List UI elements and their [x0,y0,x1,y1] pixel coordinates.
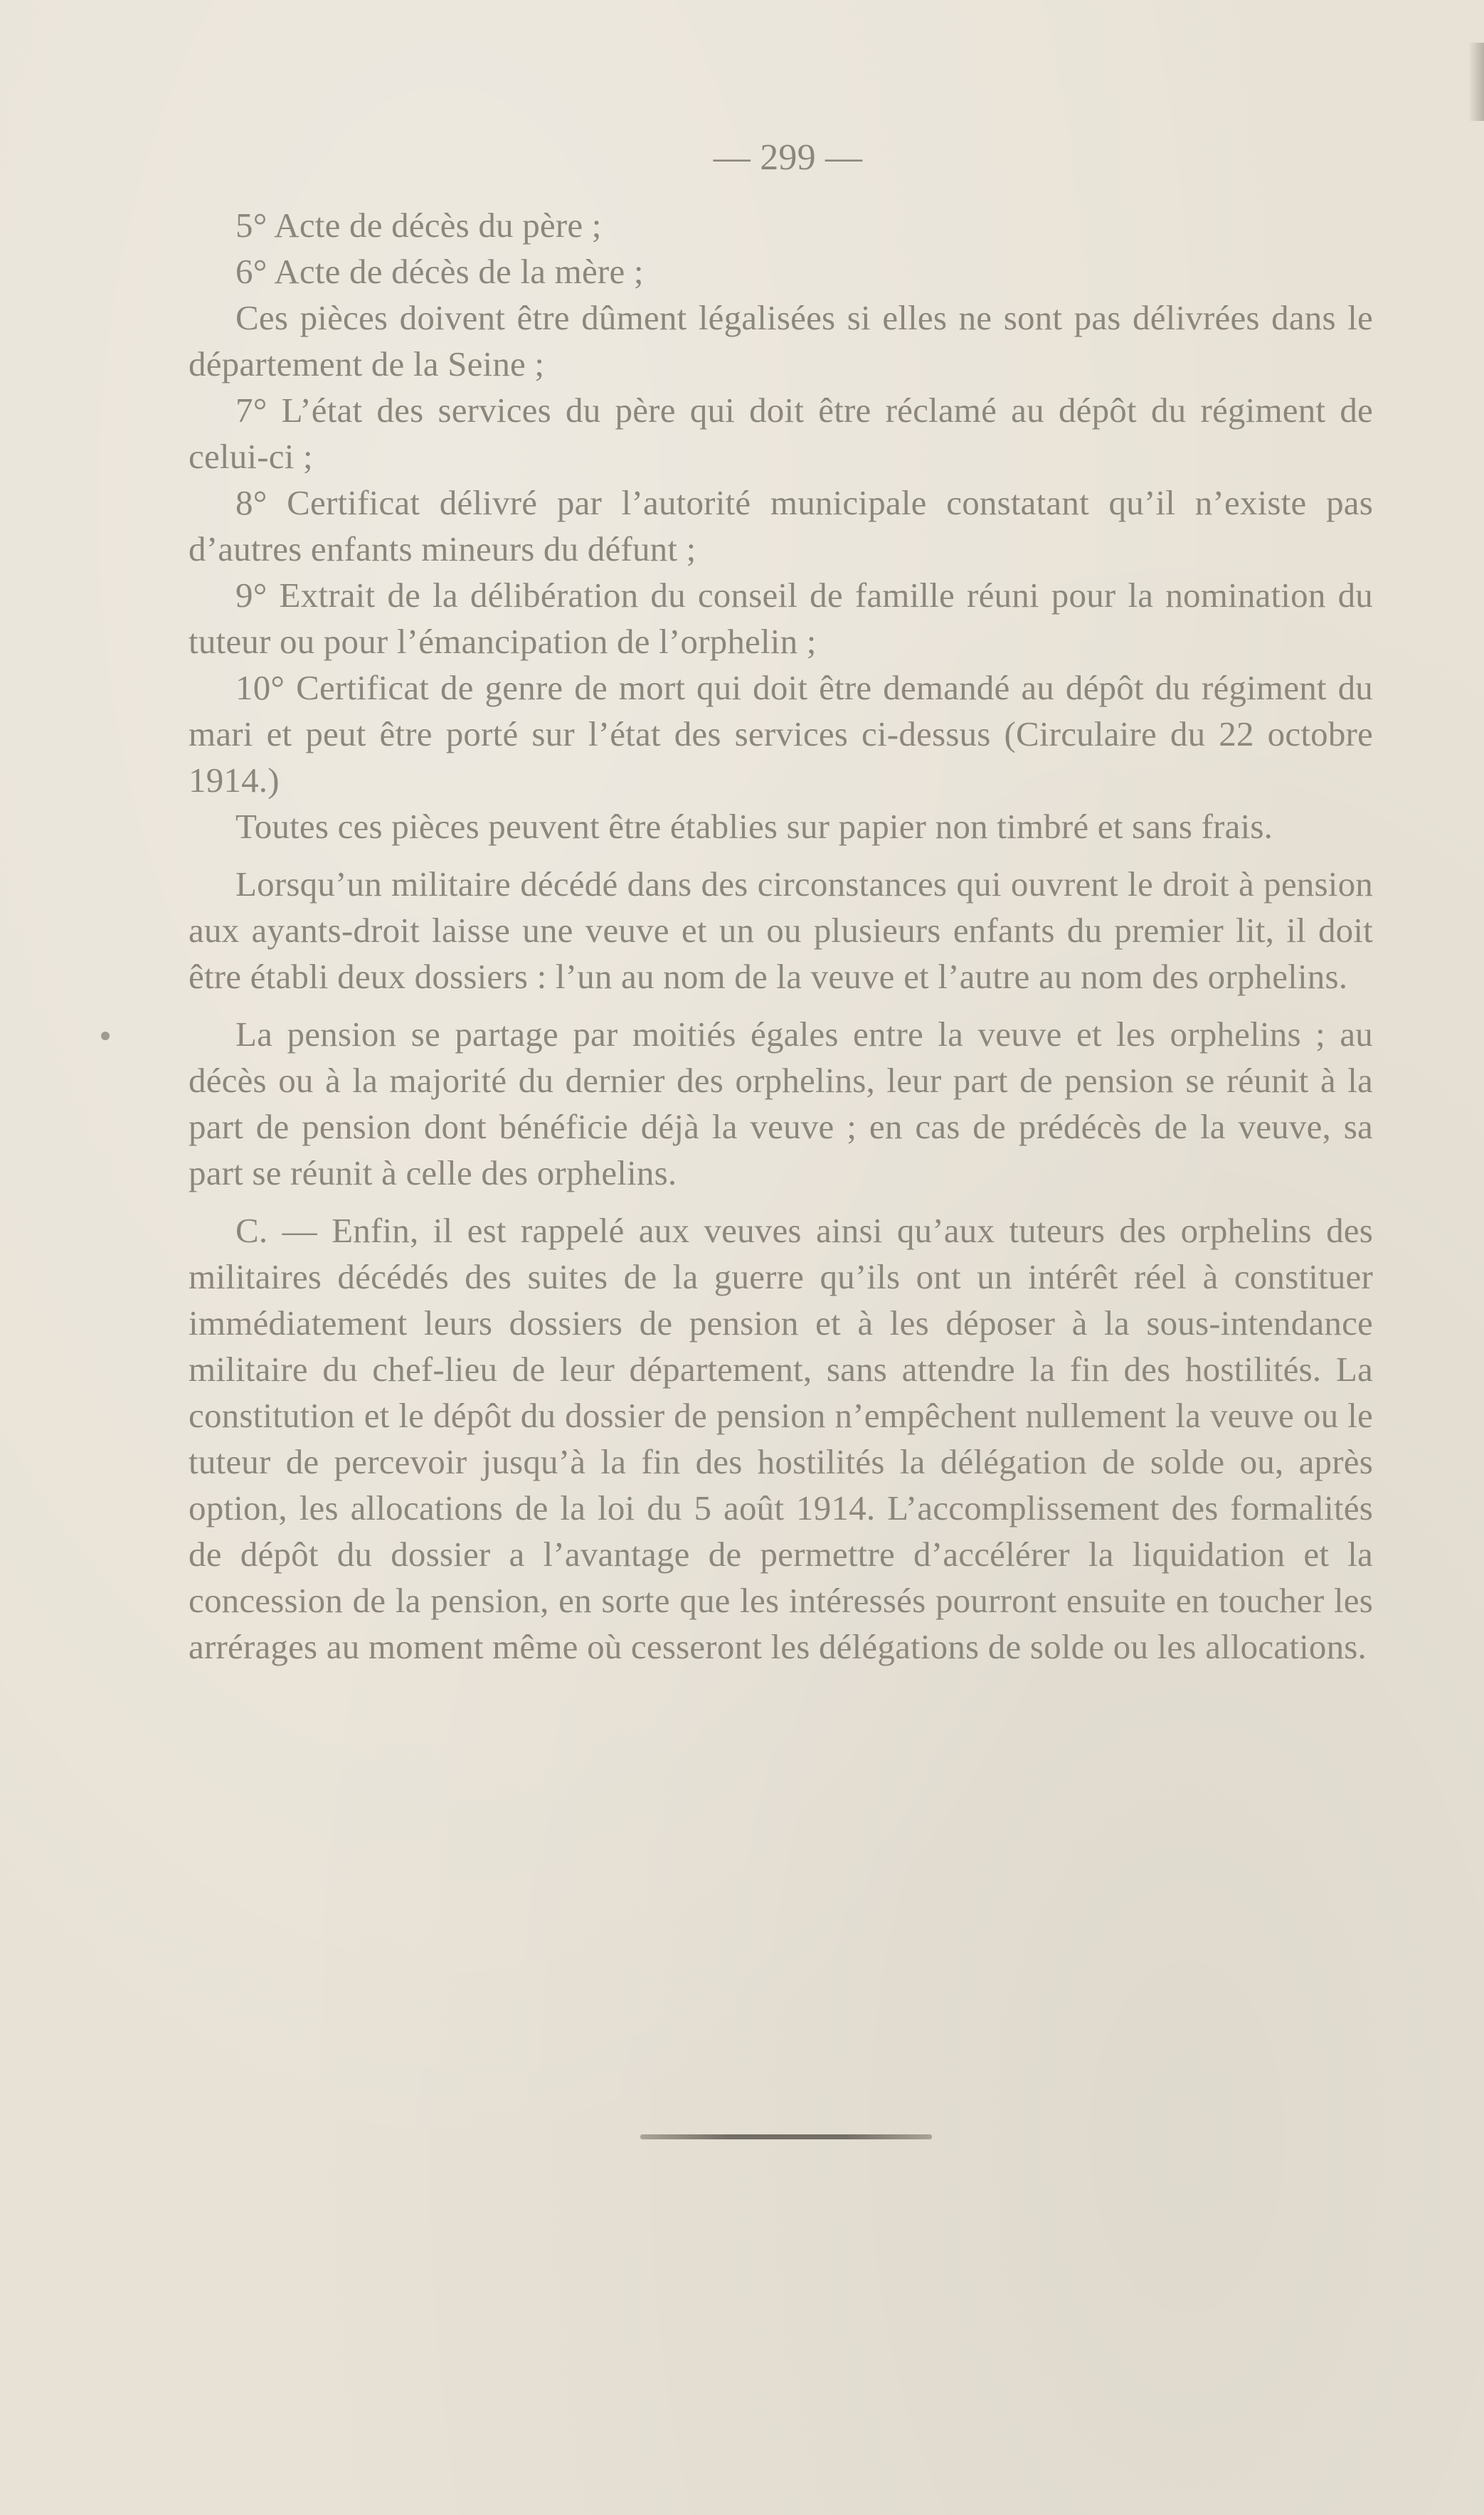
paragraph-item-7: 7° L’état des services du père qui doit être réclamé au dépôt du régiment de celui-ci ; [189,391,1373,476]
paragraph-item-8: 8° Certificat délivré par l’autorité municipale constatant qu’il n’existe pas d’autres enfants mineurs du défunt ; [189,483,1373,568]
document-body [189,137,1373,1670]
closing-rule [640,2134,932,2139]
paragraph-item-5: 5° Acte de décès du père ; [235,206,602,245]
page-number: — 299 — [713,137,863,178]
paragraph-section-c: C. — Enfin, il est rappelé aux veuves ainsi qu’aux tuteurs des orphelins des militaires décédés des suites de la guerre qu’ils ont un intérêt réel à constituer immédiatement leurs dossiers de pension et à les déposer à la sous-intendance militaire du chef-lieu de leur département, sans attendre la fin des hostilités. La constitution et le dépôt du dossier de pension n’empêchent nullement la veuve ou le tuteur de percevoir jusqu’à la fin des hostilités la délégation de solde ou, après option, les allocations de la loi du 5 août 1914. L’accomplissement des formalités de dépôt du dossier a l’avantage de permettre d’accélérer la liquidation et la concession de la pension, en sorte que les intéressés pourront ensuite en toucher les arrérages au moment même où cesseront les délégations de solde ou les allocations. [189,1211,1373,1666]
paragraph-item-10: 10° Certificat de genre de mort qui doit être demandé au dépôt du régiment du mari et peut être porté sur l’état des services ci-dessus (Circulaire du 22 octobre 1914.) [189,668,1373,800]
paragraph-deux-dossiers: Lorsqu’un militaire décédé dans des circonstances qui ouvrent le droit à pension aux ayants-droit laisse une veuve et un ou plusieurs enfants du premier lit, il doit être établi deux dossiers : l’un au nom de la veuve et l’autre au nom des orphelins. [189,864,1373,996]
paragraph-item-9: 9° Extrait de la délibération du conseil de famille réuni pour la nomination du tuteur ou pour l’émancipation de l’orphelin ; [189,576,1373,661]
page-edge-shadow [1468,43,1484,121]
paragraph-partage-pension: La pension se partage par moitiés égales entre la veuve et les orphelins ; au décès ou à la majorité du dernier des orphelins, leur part de pension se réunit à la part de pension dont bénéficie déjà la veuve ; en cas de prédécès de la veuve, sa part se réunit à celle des orphelins. [189,1015,1373,1192]
ink-spot [101,1032,110,1040]
paragraph-papier-non-timbre: Toutes ces pièces peuvent être établies sur papier non timbré et sans frais. [235,807,1273,846]
paragraph-item-6: 6° Acte de décès de la mère ; [235,252,644,291]
paragraph-legalisation-note: Ces pièces doivent être dûment légalisées si elles ne sont pas délivrées dans le département de la Seine ; [189,298,1373,383]
